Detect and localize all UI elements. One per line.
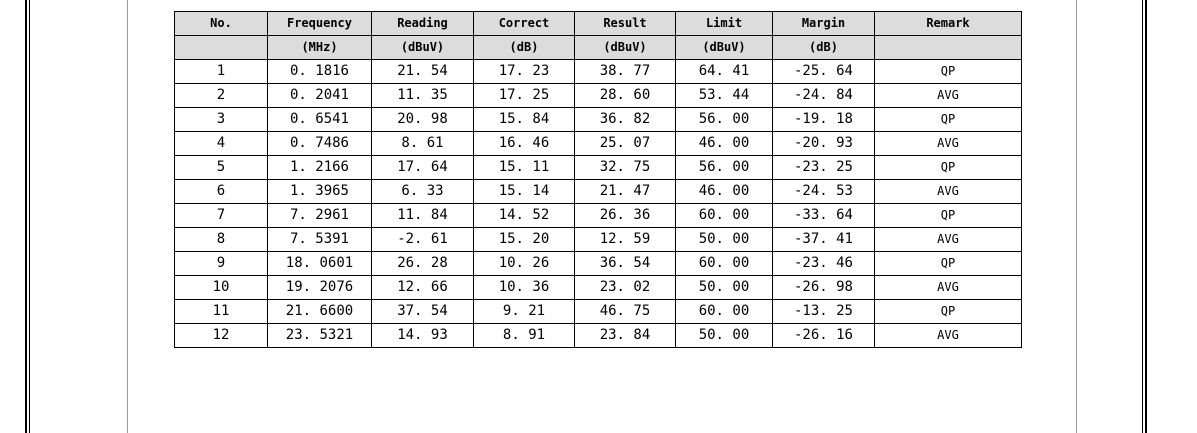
cell-result: 25. 07: [575, 132, 676, 156]
cell-limit: 60. 00: [676, 252, 773, 276]
cell-limit: 56. 00: [676, 156, 773, 180]
cell-no: 8: [175, 228, 268, 252]
cell-no: 12: [175, 324, 268, 348]
cell-reading: 14. 93: [372, 324, 474, 348]
header-result: Result: [575, 12, 676, 36]
cell-margin: -13. 25: [773, 300, 875, 324]
cell-frequency: 21. 6600: [268, 300, 372, 324]
page-border-right-inner: [1142, 0, 1143, 433]
cell-reading: 37. 54: [372, 300, 474, 324]
cell-limit: 53. 44: [676, 84, 773, 108]
cell-result: 28. 60: [575, 84, 676, 108]
cell-correct: 14. 52: [474, 204, 575, 228]
header-limit: Limit: [676, 12, 773, 36]
cell-correct: 10. 36: [474, 276, 575, 300]
cell-margin: -24. 84: [773, 84, 875, 108]
unit-frequency: (MHz): [268, 36, 372, 60]
cell-limit: 60. 00: [676, 204, 773, 228]
cell-correct: 9. 21: [474, 300, 575, 324]
cell-no: 3: [175, 108, 268, 132]
cell-reading: 6. 33: [372, 180, 474, 204]
cell-limit: 50. 00: [676, 324, 773, 348]
cell-no: 4: [175, 132, 268, 156]
table-row: [175, 180, 1022, 204]
cell-reading: 20. 98: [372, 108, 474, 132]
cell-margin: -19. 18: [773, 108, 875, 132]
page-border-right-outer: [1145, 0, 1147, 433]
cell-frequency: 0. 6541: [268, 108, 372, 132]
unit-remark: [875, 36, 1022, 60]
cell-correct: 15. 84: [474, 108, 575, 132]
cell-margin: -26. 98: [773, 276, 875, 300]
cell-correct: 15. 14: [474, 180, 575, 204]
cell-result: 36. 82: [575, 108, 676, 132]
unit-correct: (dB): [474, 36, 575, 60]
cell-no: 11: [175, 300, 268, 324]
cell-remark: QP: [875, 156, 1022, 180]
page-border-left-outer: [25, 0, 27, 433]
unit-no: [175, 36, 268, 60]
cell-reading: 12. 66: [372, 276, 474, 300]
header-remark: Remark: [875, 12, 1022, 36]
header-row: [175, 12, 1022, 36]
table-row: [175, 156, 1022, 180]
cell-limit: 46. 00: [676, 180, 773, 204]
page-border-left-inner: [29, 0, 30, 433]
cell-remark: AVG: [875, 276, 1022, 300]
table-row: [175, 60, 1022, 84]
table-row: [175, 300, 1022, 324]
cell-frequency: 19. 2076: [268, 276, 372, 300]
cell-result: 23. 84: [575, 324, 676, 348]
cell-no: 5: [175, 156, 268, 180]
cell-correct: 10. 26: [474, 252, 575, 276]
cell-frequency: 0. 7486: [268, 132, 372, 156]
cell-frequency: 0. 2041: [268, 84, 372, 108]
results-body: [175, 60, 1022, 348]
cell-reading: 26. 28: [372, 252, 474, 276]
cell-margin: -20. 93: [773, 132, 875, 156]
cell-margin: -25. 64: [773, 60, 875, 84]
unit-margin: (dB): [773, 36, 875, 60]
cell-margin: -23. 46: [773, 252, 875, 276]
cell-limit: 50. 00: [676, 276, 773, 300]
cell-remark: AVG: [875, 324, 1022, 348]
cell-remark: QP: [875, 252, 1022, 276]
cell-limit: 64. 41: [676, 60, 773, 84]
cell-margin: -24. 53: [773, 180, 875, 204]
cell-reading: 21. 54: [372, 60, 474, 84]
cell-result: 36. 54: [575, 252, 676, 276]
cell-remark: AVG: [875, 180, 1022, 204]
cell-result: 21. 47: [575, 180, 676, 204]
table-row: [175, 228, 1022, 252]
cell-result: 32. 75: [575, 156, 676, 180]
table-row: [175, 84, 1022, 108]
cell-result: 46. 75: [575, 300, 676, 324]
cell-frequency: 7. 5391: [268, 228, 372, 252]
cell-limit: 50. 00: [676, 228, 773, 252]
header-correct: Correct: [474, 12, 575, 36]
cell-no: 10: [175, 276, 268, 300]
cell-remark: QP: [875, 60, 1022, 84]
cell-limit: 56. 00: [676, 108, 773, 132]
cell-margin: -23. 25: [773, 156, 875, 180]
cell-frequency: 7. 2961: [268, 204, 372, 228]
units-row: [175, 36, 1022, 60]
cell-remark: AVG: [875, 132, 1022, 156]
table-row: [175, 132, 1022, 156]
unit-limit: (dBuV): [676, 36, 773, 60]
cell-margin: -33. 64: [773, 204, 875, 228]
content-border-right: [1076, 0, 1077, 433]
content-border-left: [127, 0, 128, 433]
header-margin: Margin: [773, 12, 875, 36]
cell-remark: QP: [875, 108, 1022, 132]
table-row: [175, 204, 1022, 228]
cell-frequency: 1. 3965: [268, 180, 372, 204]
cell-result: 12. 59: [575, 228, 676, 252]
cell-correct: 17. 25: [474, 84, 575, 108]
cell-no: 2: [175, 84, 268, 108]
table-row: [175, 324, 1022, 348]
cell-frequency: 1. 2166: [268, 156, 372, 180]
cell-limit: 60. 00: [676, 300, 773, 324]
cell-remark: AVG: [875, 84, 1022, 108]
cell-frequency: 23. 5321: [268, 324, 372, 348]
cell-no: 1: [175, 60, 268, 84]
table-row: [175, 276, 1022, 300]
cell-reading: -2. 61: [372, 228, 474, 252]
cell-margin: -26. 16: [773, 324, 875, 348]
cell-result: 26. 36: [575, 204, 676, 228]
table-row: [175, 108, 1022, 132]
cell-result: 38. 77: [575, 60, 676, 84]
cell-no: 9: [175, 252, 268, 276]
cell-correct: 17. 23: [474, 60, 575, 84]
header-frequency: Frequency: [268, 12, 372, 36]
cell-correct: 16. 46: [474, 132, 575, 156]
header-reading: Reading: [372, 12, 474, 36]
cell-reading: 17. 64: [372, 156, 474, 180]
cell-remark: QP: [875, 204, 1022, 228]
header-no: No.: [175, 12, 268, 36]
unit-result: (dBuV): [575, 36, 676, 60]
emission-results-table: [174, 11, 1022, 348]
cell-limit: 46. 00: [676, 132, 773, 156]
cell-reading: 11. 84: [372, 204, 474, 228]
cell-frequency: 18. 0601: [268, 252, 372, 276]
cell-no: 7: [175, 204, 268, 228]
cell-reading: 11. 35: [372, 84, 474, 108]
cell-remark: QP: [875, 300, 1022, 324]
unit-reading: (dBuV): [372, 36, 474, 60]
cell-no: 6: [175, 180, 268, 204]
cell-correct: 15. 20: [474, 228, 575, 252]
cell-reading: 8. 61: [372, 132, 474, 156]
table-row: [175, 252, 1022, 276]
cell-margin: -37. 41: [773, 228, 875, 252]
cell-remark: AVG: [875, 228, 1022, 252]
cell-result: 23. 02: [575, 276, 676, 300]
cell-correct: 15. 11: [474, 156, 575, 180]
cell-frequency: 0. 1816: [268, 60, 372, 84]
cell-correct: 8. 91: [474, 324, 575, 348]
